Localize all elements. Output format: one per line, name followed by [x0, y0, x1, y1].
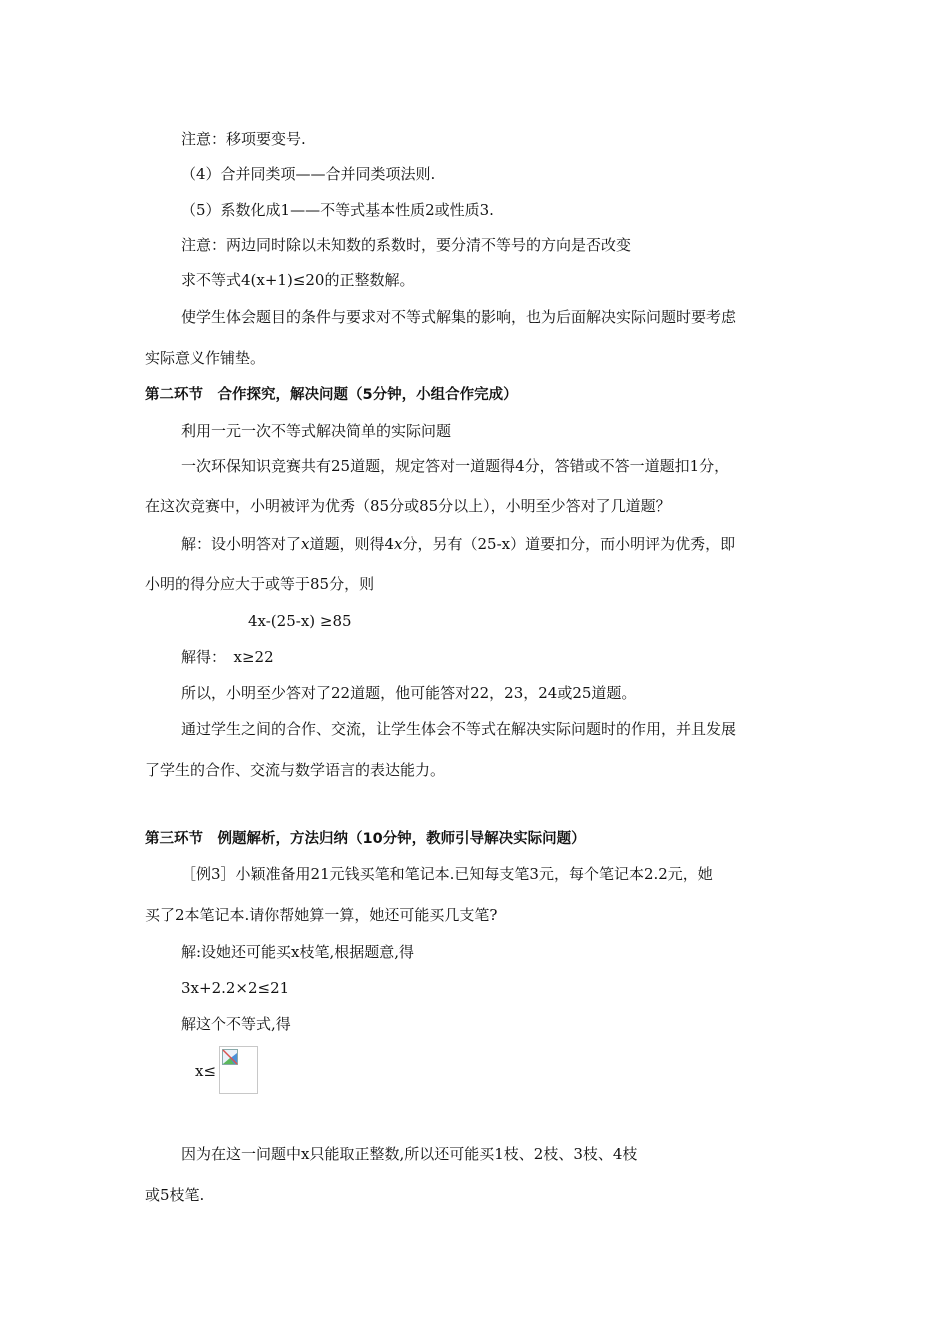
problem-line-1: 一次环保知识竞赛共有25道题，规定答对一道题得4分，答错或不答一道题扣1分， — [181, 457, 730, 475]
step-coefficient-to-one: （5）系数化成1——不等式基本性质2或性质3. — [181, 201, 494, 219]
design-intent-line-1: 使学生体会题目的条件与要求对不等式解集的影响，也为后面解决实际问题时要考虑 — [181, 308, 737, 326]
solution-text-a: 解：设小明答对了 — [181, 535, 302, 553]
variable-x: x — [394, 535, 403, 553]
teaching-note-line-1: 通过学生之间的合作、交流，让学生体会不等式在解决实际问题时的作用，并且发展 — [181, 720, 737, 738]
inequality-expression: 4x-(25-x) ≥85 — [248, 612, 352, 630]
example-solution: 解:设她还可能买x枝笔,根据题意,得 — [181, 943, 415, 961]
variable-x: x — [301, 535, 310, 553]
section-2-heading: 第二环节 合作探究，解决问题（5分钟，小组合作完成） — [145, 387, 518, 403]
section-2-intro: 利用一元一次不等式解决简单的实际问题 — [181, 422, 452, 440]
section-3-heading: 第三环节 例题解析，方法归纳（10分钟，教师引导解决实际问题） — [145, 831, 586, 847]
example-line-1: ［例3］小颖准备用21元钱买笔和笔记本.已知每支笔3元，每个笔记本2.2元，她 — [181, 865, 713, 883]
note-divide-coefficient: 注意：两边同时除以未知数的系数时，要分清不等号的方向是否改变 — [181, 236, 632, 254]
design-intent-line-2: 实际意义作铺垫。 — [145, 349, 266, 367]
step-combine-like-terms: （4）合并同类项——合并同类项法则. — [181, 165, 436, 183]
final-line-1: 因为在这一问题中x只能取正整数,所以还可能买1枝、2枝、3枝、4枝 — [181, 1145, 638, 1163]
solution-line-2: 小明的得分应大于或等于85分，则 — [145, 575, 375, 593]
note-transpose: 注意：移项要变号. — [181, 130, 306, 148]
solution-text-b: 道题，则得4 — [309, 535, 395, 553]
teaching-note-line-2: 了学生的合作、交流与数学语言的表达能力。 — [145, 761, 446, 779]
solution-text-c: 分，另有（25-x）道要扣分，而小明评为优秀，即 — [402, 535, 736, 553]
solution-line-1 — [181, 534, 735, 554]
problem-line-2: 在这次竞赛中，小明被评为优秀（85分或85分以上），小明至少答对了几道题？ — [145, 497, 671, 515]
exercise-inequality: 求不等式4(x+1)≤20的正整数解。 — [181, 271, 415, 289]
example-solve: 解这个不等式,得 — [181, 1015, 291, 1033]
final-line-2: 或5枝笔. — [145, 1186, 205, 1204]
solution-result: 解得： x≥22 — [181, 648, 274, 666]
example-inequality: 3x+2.2×2≤21 — [181, 979, 290, 997]
example-line-2: 买了2本笔记本.请你帮她算一算，她还可能买几支笔? — [145, 906, 498, 924]
broken-image-icon — [219, 1046, 258, 1094]
answer-prefix: x≤ — [195, 1062, 217, 1080]
conclusion: 所以，小明至少答对了22道题，他可能答对22，23，24或25道题。 — [181, 684, 637, 702]
